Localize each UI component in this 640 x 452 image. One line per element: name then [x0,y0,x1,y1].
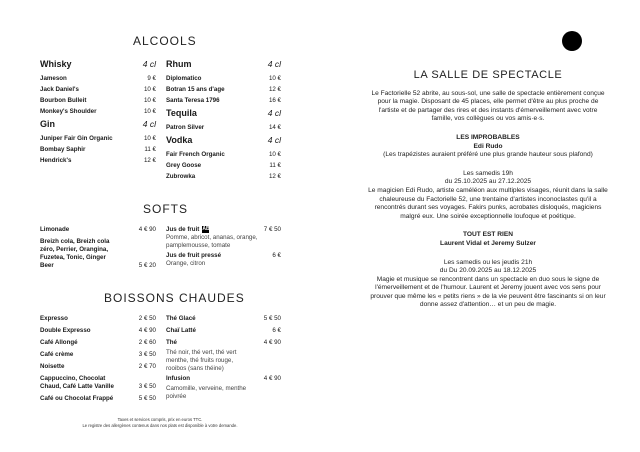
boissons-right-column [166,315,281,401]
menu-item [166,151,281,159]
item-name: Infusion [166,375,191,382]
item-name: Patron Silver [166,124,205,131]
item-description: Camomille, verveine, menthe poivrée [166,385,247,400]
menu-item [166,173,281,181]
item-price: 12 € [143,157,156,164]
group-unit: 4 cl [142,59,156,69]
item-price: 6 € [272,327,281,334]
menu-item [40,327,156,335]
alcools-title: ALCOOLS [133,34,197,48]
softs-title: SOFTS [143,202,189,216]
item-name: Jack Daniel's [40,86,79,93]
item-name: Café ou Chocolat Frappé [40,395,114,402]
item-price: 10 € [268,151,281,158]
alcools-left-column [40,59,156,165]
menu-group-whisky [40,59,156,116]
item-price: 2 € 60 [138,339,156,346]
item-description: Pomme, abricot, ananas, orange, pamplemousse, tomate [166,234,258,250]
menu-item [166,86,281,94]
item-price: 4 € 90 [138,226,156,233]
menu-group-vodka [166,135,281,181]
menu-item [166,75,281,83]
item-name: Jus de fruit [166,226,200,234]
group-name: Tequila [166,108,197,118]
item-name: Thé [166,339,178,346]
footnote [45,417,275,428]
item-price: 5 € 50 [138,395,156,402]
boissons-title: BOISSONS CHAUDES [104,291,245,305]
item-price: 3 € 50 [138,351,156,358]
group-unit: 4 cl [267,135,281,145]
menu-item [166,327,281,335]
menu-item [40,146,156,154]
item-name: Bourbon Bulleit [40,97,87,104]
show2-artist: Laurent Vidal et Jeremy Sulzer [440,239,536,247]
item-name: Botran 15 ans d'age [166,86,225,93]
spectacle-intro: Le Factorielle 52 abrite, au sous-sol, une salle de spectacle entièrement conçue pour la magie. Disposant de 45 places, elle permet d'être au plus proche de l'artiste et de partager des rires et des instants d'émerveillement avec votre famille, vos collègues ou vos amis·e·s. [371,89,605,123]
menu-item [40,351,156,359]
item-price: 6 € [272,252,281,260]
menu-group-tequila [166,108,281,132]
menu-item [166,97,281,105]
show2-text: Magie et musique se rencontrent dans un spectacle en duo sous le signe de l'émerveillement et de l'humour. Laurent et Jeremy jouent avec vos sens pour prouver que même les « petits riens » de la vie peuvent être fascinants si on leur donne assez d'attention… et un peu de magie. [370,275,606,309]
item-name: Noisette [40,363,65,370]
item-price: 2 € 50 [138,315,156,322]
show2-dates: du Du 20.09.2025 au 18.12.2025 [439,267,537,275]
item-description: Orange, citron [166,260,206,268]
menu-item [40,75,156,83]
group-name: Vodka [166,135,193,145]
softs-left-column [40,226,156,270]
item-name: Jameson [40,75,67,82]
item-price: 11 € [144,146,156,153]
item-price: 10 € [143,97,156,104]
item-price: 5 € 50 [263,315,281,322]
item-name: Double Expresso [40,327,91,334]
item-price: 4 € 90 [138,327,156,334]
show1-note: (Les trapézistes auraient préféré une plus grande hauteur sous plafond) [383,151,593,159]
item-price: 14 € [268,124,281,131]
menu-item [40,375,156,391]
menu-item [166,315,281,323]
item-name: Chaï Latté [166,327,196,334]
group-name: Whisky [40,59,72,69]
group-unit: 4 cl [142,119,156,129]
menu-item [40,86,156,94]
item-price: 3 € 50 [138,383,156,390]
item-price: 10 € [268,75,281,82]
item-price: 4 € 90 [263,375,281,382]
menu-item [40,108,156,116]
footnote-line: Taxes et services compris, prix en euros TTC. [117,417,203,422]
item-price: 2 € 70 [138,363,156,370]
item-price: 12 € [268,86,281,93]
item-name: Cappuccino, Chocolat Chaud, Café Latte Vanille [40,375,114,390]
item-name: Bombay Saphir [40,146,86,153]
softs-right-column [166,226,281,268]
item-description: Thé noir, thé vert, thé vert menthe, thé fruits rouge, rooibos (sans théine) [166,349,237,372]
menu-item [40,226,156,234]
item-name: Zubrowka [166,173,196,180]
item-name: Breizh cola, Breizh cola zéro, Perrier, Orangina, Fuzetea, Tonic, Ginger Beer [40,238,110,269]
footnote-line: Le registre des allergènes contenus dans nos plats est disponible à votre demande. [82,422,238,428]
item-price: 10 € [143,86,156,93]
item-name: Santa Teresa 1796 [166,97,220,104]
logo-circle-icon [562,31,582,51]
item-name: Expresso [40,315,68,322]
item-name: Juniper Fair Gin Organic [40,135,113,142]
show1-artist: Edi Rudo [473,142,503,150]
item-name: Limonade [40,226,70,233]
item-price: 11 € [269,162,281,169]
alcools-right-column [166,59,281,181]
item-name: Thé Glacé [166,315,196,322]
item-name: Hendrick's [40,157,72,164]
menu-item [166,226,281,234]
menu-item [40,238,156,270]
item-name: Monkey's Shoulder [40,108,97,115]
menu-group-gin [40,119,156,165]
group-unit: 4 cl [267,108,281,118]
spectacle-section [368,71,608,310]
menu-item [166,252,281,260]
item-name: Jus de fruit pressé [166,252,222,260]
group-name: Rhum [166,59,192,69]
menu-item [166,124,281,132]
item-name: Café Allongé [40,339,78,346]
group-unit: 4 cl [267,59,281,69]
item-name: Diplomatico [166,75,202,82]
item-price: 9 € [147,75,156,82]
menu-group-rhum [166,59,281,105]
show2-heading: TOUT EST RIEN [462,231,514,239]
menu-item [40,395,156,403]
show1-schedule: Les samedis 19h [463,169,513,177]
item-name: Fair French Organic [166,151,225,158]
show1-heading: LES IMPROBABLES [456,133,520,141]
menu-item [40,339,156,347]
item-price: 4 € 90 [263,339,281,346]
show2-schedule: Les samedis ou les jeudis 21h [443,258,533,266]
item-price: 10 € [143,108,156,115]
menu-item [166,375,281,383]
item-price: 7 € 50 [263,226,281,233]
item-price: 5 € 20 [138,262,156,269]
item-price: 10 € [143,135,156,142]
spectacle-title: LA SALLE DE SPECTACLE [413,69,563,81]
show1-text: Le magicien Edi Rudo, artiste caméléon aux multiples visages, réunit dans la salle chaleureuse du Factorielle 52, une trentaine d'artistes inconoclastes qu'il a rencontrés durant ses voyages. Fakirs punks, acrobates disloqués, magiciens malgré eux. Une soirée exceptionnelle loufoque et poétique. [368,186,608,220]
menu-item [40,97,156,105]
boissons-left-column [40,315,156,403]
menu-item [166,339,281,347]
group-name: Gin [40,119,55,129]
menu-item [166,162,281,170]
menu-item [40,135,156,143]
show1-dates: du 25.10.2025 au 27.12.2025 [444,178,532,186]
menu-item [40,157,156,165]
item-name: Grey Goose [166,162,202,169]
item-price: 12 € [268,173,281,180]
item-name: Café crème [40,351,74,358]
bio-label-icon: AB [202,226,210,232]
item-price: 16 € [268,97,281,104]
menu-item [40,315,156,323]
menu-item [40,363,156,371]
